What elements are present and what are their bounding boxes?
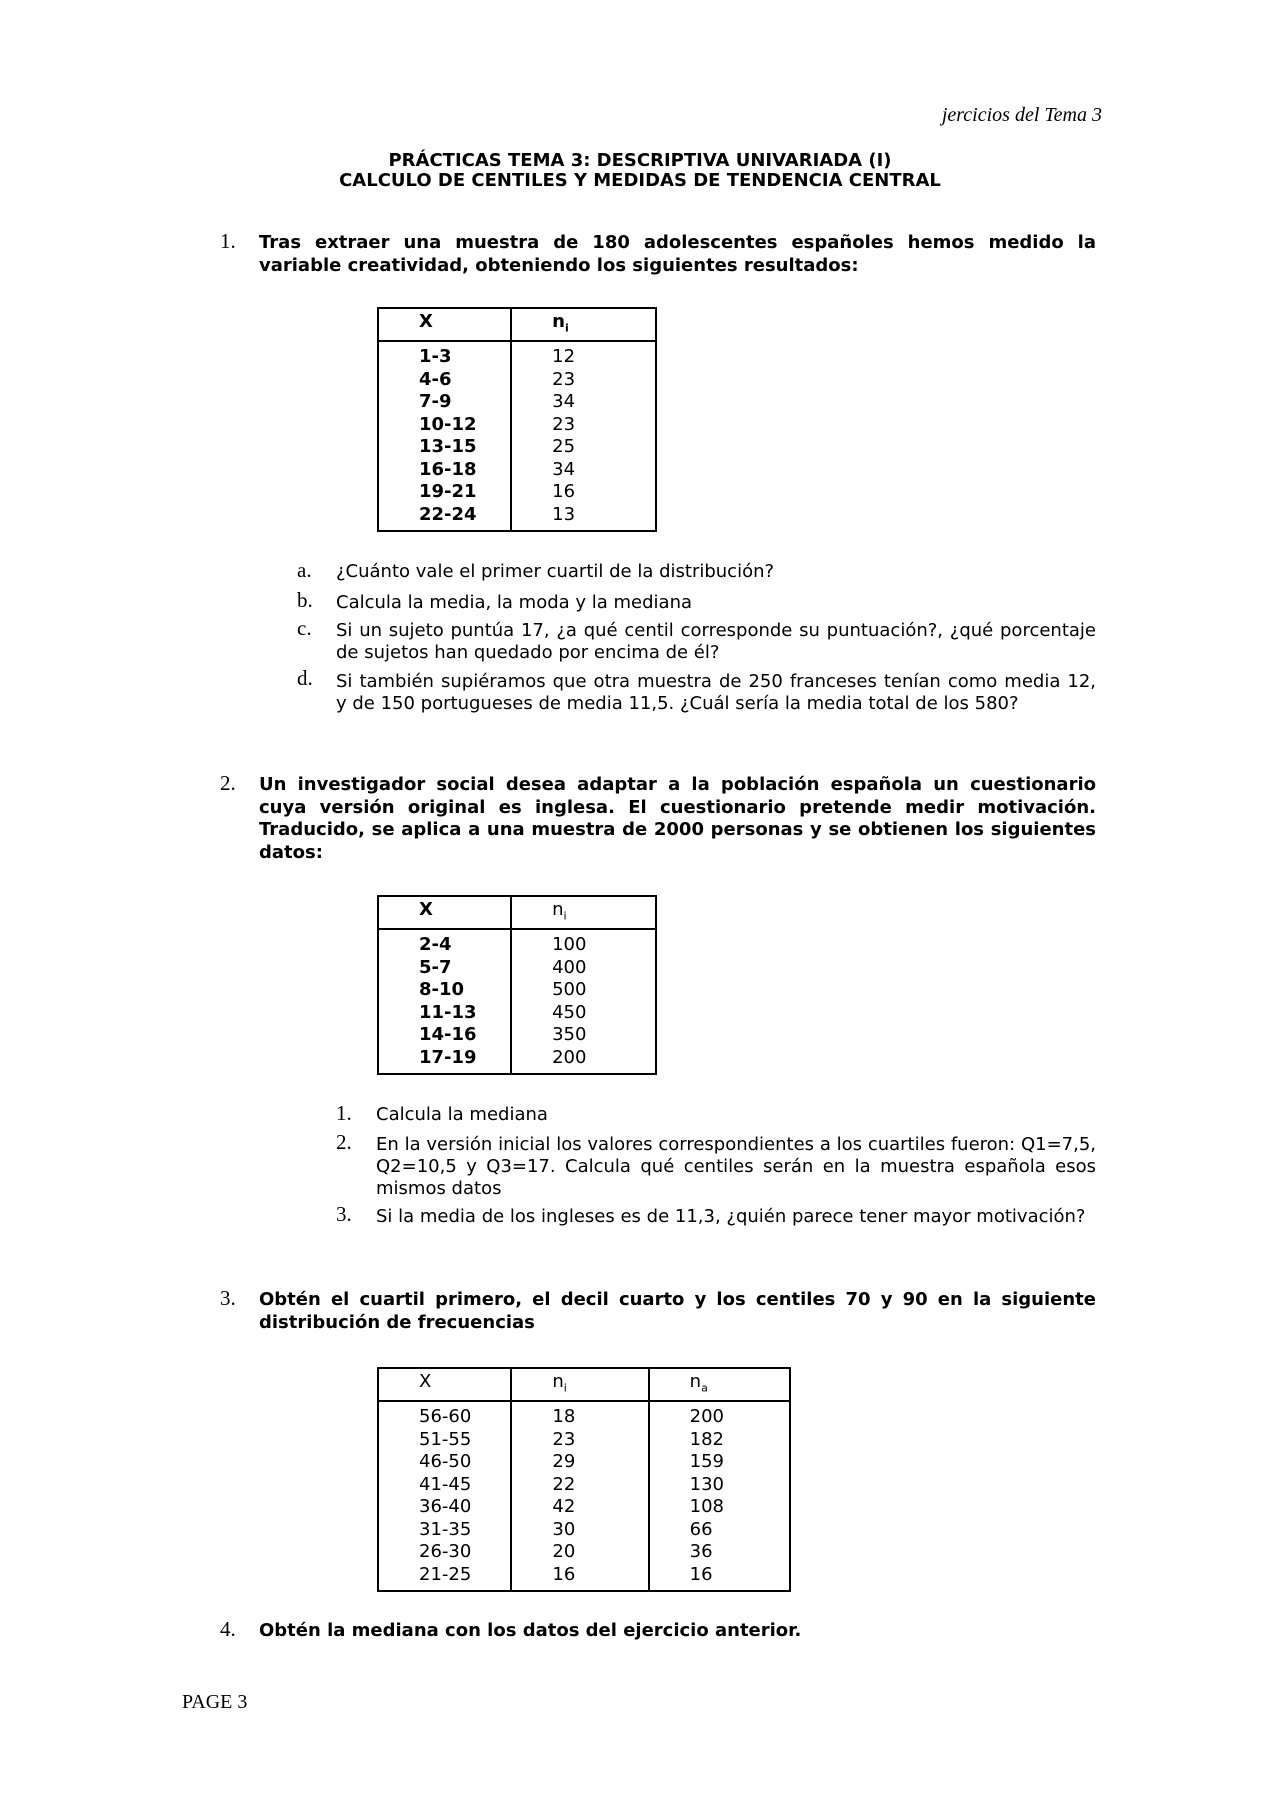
table-cell: 2-4 [378,929,511,957]
table-row [378,1024,656,1047]
col-x-header: X [378,308,511,341]
table-row [378,1401,790,1429]
table-row [378,391,656,414]
table-cell: 14-16 [378,1024,511,1047]
table-row [378,957,656,980]
table-cell: 31-35 [378,1519,511,1542]
table-cell: 11-13 [378,1002,511,1025]
table-cell: 108 [649,1496,790,1519]
table-cell: 22 [511,1474,648,1497]
table-row [378,341,656,369]
col-n-header: $n_i$ [511,308,656,341]
col-x-header: X [378,1368,511,1401]
table-cell: 5-7 [378,957,511,980]
table-row [378,1474,790,1497]
table-q3 [377,1367,791,1592]
q1-sub-a-label: a. [297,558,312,582]
q1-sub-d-text: Si también supiéramos que otra muestra de 250 franceses tenían como media 12, y de 150 portugueses de media 11,5. ¿Cuál sería la media total de los 580? [336,671,1096,714]
title-line-2: CALCULO DE CENTILES Y MEDIDAS DE TENDENCIA CENTRAL [339,170,941,191]
table-q1 [377,307,657,532]
q1-sub-c-label: c. [297,616,312,640]
table-row [378,1519,790,1542]
table-row [378,1047,656,1075]
table-row [378,1496,790,1519]
running-header: jercicios del Tema 3 [941,104,1102,126]
table-cell: 19-21 [378,481,511,504]
table-cell: 34 [511,391,656,414]
title-line-1: PRÁCTICAS TEMA 3: DESCRIPTIVA UNIVARIADA (I) [388,150,892,171]
table-cell: 66 [649,1519,790,1542]
question-1-text: Tras extraer una muestra de 180 adolescentes españoles hemos medido la variable creatividad, obteniendo los siguientes resultados: [259,232,1096,276]
table-row [378,369,656,392]
q1-sub-b-label: b. [297,588,313,612]
table-row [378,414,656,437]
page-number: PAGE 3 [182,1691,248,1713]
q1-sub-a-text: ¿Cuánto vale el primer cuartil de la distribución? [336,561,775,582]
table-row [378,504,656,532]
table-cell: 7-9 [378,391,511,414]
table-cell: 23 [511,369,656,392]
table-row [378,459,656,482]
table-cell: 23 [511,414,656,437]
table-cell: 25 [511,436,656,459]
table-row [378,1451,790,1474]
table-cell: 36-40 [378,1496,511,1519]
table-cell: 18 [511,1401,648,1429]
table-row [378,1429,790,1452]
table-row [378,929,656,957]
table-cell: 1-3 [378,341,511,369]
q2-sub-1-text: Calcula la mediana [376,1104,548,1125]
q1-sub-d-label: d. [297,666,313,690]
question-4-text: Obtén la mediana con los datos del ejercicio anterior. [259,1620,802,1641]
question-2-text: Un investigador social desea adaptar a la población española un cuestionario cuya versión original es inglesa. El cuestionario pretende medir motivación. Traducido, se aplica a una muestra de 2000 personas y se obtienen los siguientes datos: [259,774,1096,863]
table-row [378,481,656,504]
table-row [378,436,656,459]
q2-sub-2-text: En la versión inicial los valores correspondientes a los cuartiles fueron: Q1=7,5, Q2=10,5 y Q3=17. Calcula qué centiles serán en la muestra española esos mismos datos [376,1134,1096,1199]
table-cell: 42 [511,1496,648,1519]
table-cell: 16 [511,1564,648,1592]
question-2-number: 2. [220,771,236,795]
table-cell: 17-19 [378,1047,511,1075]
table-row [378,1541,790,1564]
table-cell: 100 [511,929,656,957]
col-x-header: X [378,896,511,929]
table-cell: 182 [649,1429,790,1452]
q2-sub-3-label: 3. [336,1202,352,1226]
q1-sub-b-text: Calcula la media, la moda y la mediana [336,592,693,613]
table-cell: 21-25 [378,1564,511,1592]
table-cell: 350 [511,1024,656,1047]
table-cell: 400 [511,957,656,980]
table-cell: 46-50 [378,1451,511,1474]
page-title [0,151,1280,191]
table-header-row [378,308,656,341]
table-row [378,979,656,1002]
q1-sub-c-text: Si un sujeto puntúa 17, ¿a qué centil corresponde su puntuación?, ¿qué porcentaje de sujetos han quedado por encima de él? [336,620,1096,663]
table-cell: 13-15 [378,436,511,459]
table-cell: 56-60 [378,1401,511,1429]
question-1-number: 1. [220,229,236,253]
table-cell: 500 [511,979,656,1002]
table-q2 [377,895,657,1075]
table-cell: 16 [649,1564,790,1592]
table-cell: 26-30 [378,1541,511,1564]
q2-sub-2-label: 2. [336,1130,352,1154]
table-cell: 8-10 [378,979,511,1002]
table-cell: 130 [649,1474,790,1497]
table-cell: 450 [511,1002,656,1025]
table-header-row [378,896,656,929]
table-cell: 200 [511,1047,656,1075]
table-cell: 51-55 [378,1429,511,1452]
table-cell: 10-12 [378,414,511,437]
table-cell: 16-18 [378,459,511,482]
table-row [378,1564,790,1592]
table-cell: 200 [649,1401,790,1429]
table-cell: 41-45 [378,1474,511,1497]
table-row [378,1002,656,1025]
question-3-text: Obtén el cuartil primero, el decil cuarto y los centiles 70 y 90 en la siguiente distribución de frecuencias [259,1289,1096,1333]
table-cell: 30 [511,1519,648,1542]
table-cell: 13 [511,504,656,532]
table-cell: 34 [511,459,656,482]
table-cell: 23 [511,1429,648,1452]
question-3-number: 3. [220,1286,236,1310]
col-na-header: $n_a$ [649,1368,790,1401]
q2-sub-3-text: Si la media de los ingleses es de 11,3, ¿quién parece tener mayor motivación? [376,1206,1086,1227]
table-cell: 20 [511,1541,648,1564]
col-n-header: $n_i$ [511,896,656,929]
col-ni-header: $n_i$ [511,1368,648,1401]
table-cell: 16 [511,481,656,504]
table-cell: 36 [649,1541,790,1564]
question-4-number: 4. [220,1617,236,1641]
table-cell: 29 [511,1451,648,1474]
table-cell: 12 [511,341,656,369]
table-cell: 4-6 [378,369,511,392]
table-header-row [378,1368,790,1401]
q2-sub-1-label: 1. [336,1101,352,1125]
table-cell: 159 [649,1451,790,1474]
table-cell: 22-24 [378,504,511,532]
